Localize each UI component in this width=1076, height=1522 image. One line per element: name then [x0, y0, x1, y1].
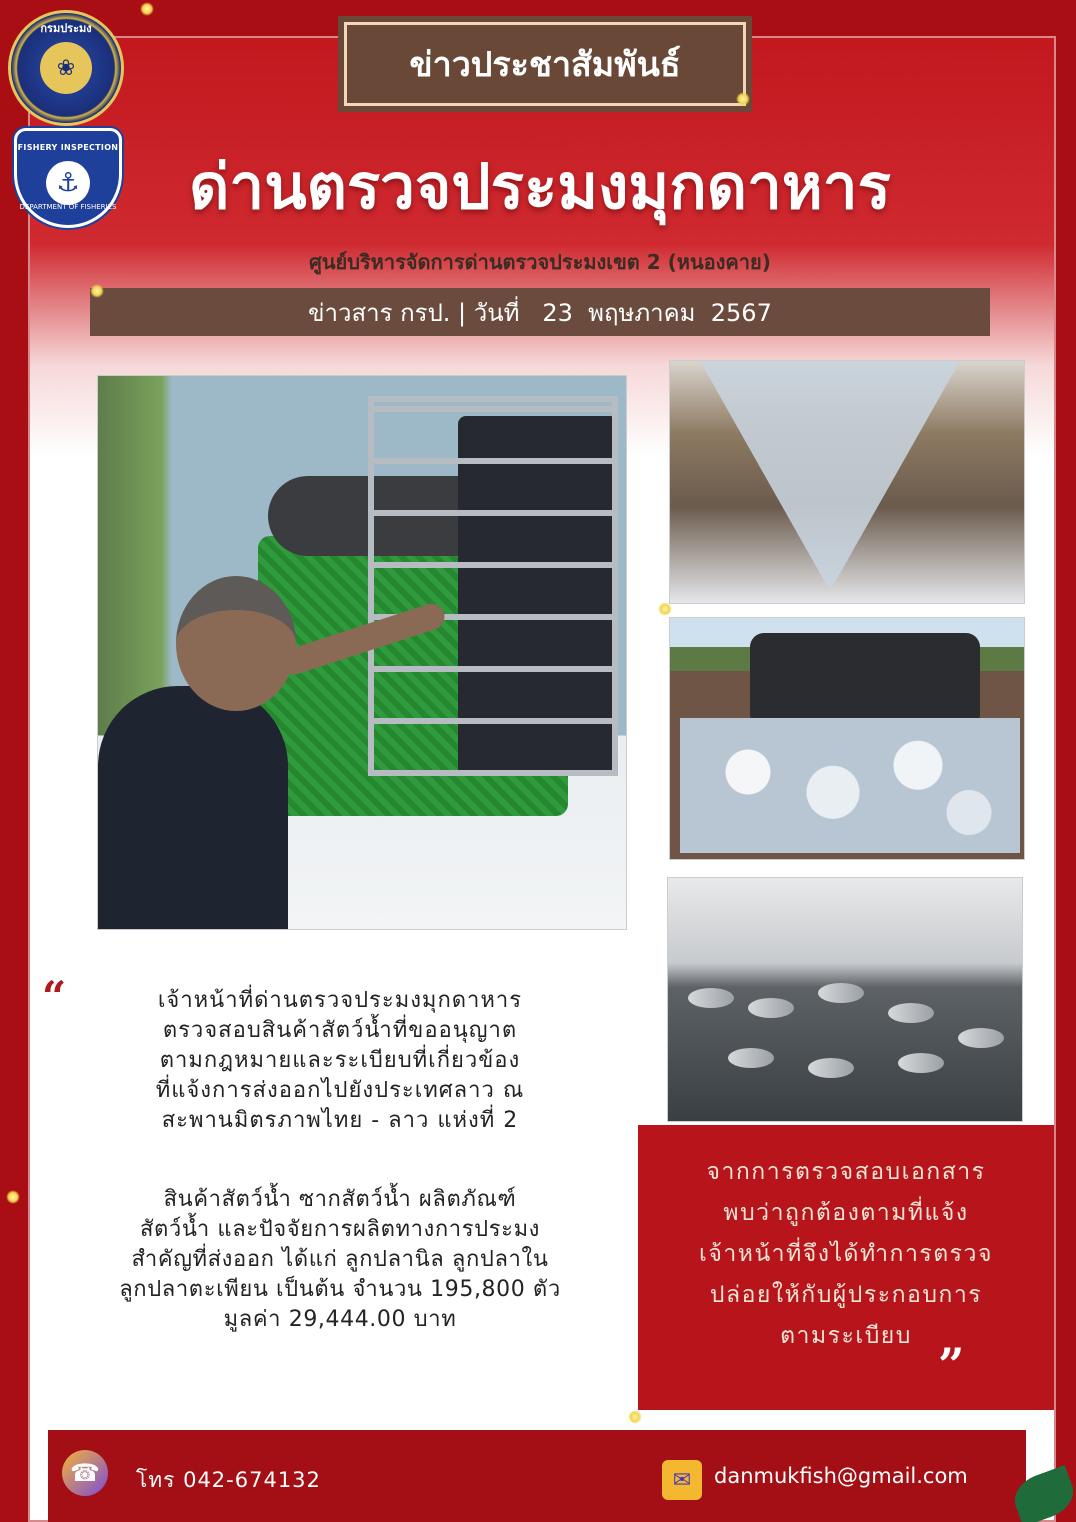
fish [898, 1053, 944, 1073]
paragraph-line: ลูกปลาตะเพียน เป็นต้น จำนวน 195,800 ตัว [119, 1277, 561, 1302]
fish [728, 1048, 774, 1068]
fish [808, 1058, 854, 1078]
paragraph-inspection [60, 986, 620, 1136]
sparkle-decoration [6, 1190, 20, 1204]
anchor-icon: ⚓ [46, 161, 90, 205]
result-line: ตามระเบียบ [780, 1323, 912, 1349]
paragraph-line: ที่แจ้งการส่งออกไปยังประเทศลาว ณ [155, 1078, 525, 1103]
right-frame [1054, 0, 1076, 1522]
paragraph-line: สัตว์น้ำ และปัจจัยการผลิตทางการประมง [139, 1217, 541, 1242]
sparkle-decoration [90, 284, 104, 298]
fish [688, 988, 734, 1008]
paragraph-line: เจ้าหน้าที่ด่านตรวจประมงมุกดาหาร [157, 988, 523, 1013]
result-line: พบว่าถูกต้องตามที่แจ้ง [723, 1200, 969, 1226]
date-line: ข่าวสาร กรป. | วันที่ 23 พฤษภาคม 2567 [308, 298, 772, 327]
paragraph-line: ตรวจสอบสินค้าสัตว์น้ำที่ขออนุญาต [162, 1018, 518, 1043]
result-line: ปล่อยให้กับผู้ประกอบการ [709, 1282, 983, 1308]
date-bar [90, 288, 990, 336]
fish-closeup-photo [667, 877, 1023, 1122]
logo-text: กรมประมง [40, 22, 92, 35]
fish [818, 983, 864, 1003]
close-quote-mark: ” [938, 1338, 965, 1392]
sparkle-decoration [658, 602, 672, 616]
logo-top-text: FISHERY INSPECTION [17, 143, 119, 152]
officer-body [98, 686, 288, 930]
paragraph-line: สินค้าสัตว์น้ำ ซากสัตว์น้ำ ผลิตภัณฑ์ [163, 1187, 517, 1212]
open-quote-mark: “ [42, 972, 67, 1021]
sparkle-decoration [736, 92, 750, 106]
truck-bed-bags-photo [669, 617, 1025, 860]
truck-rack [368, 396, 618, 776]
department-of-fisheries-logo [8, 10, 124, 126]
logo-bottom-text: DEPARTMENT OF FISHERIES [19, 203, 117, 211]
fish-bag-photo [669, 360, 1025, 604]
fish [958, 1028, 1004, 1048]
sparkle-decoration [628, 1410, 642, 1424]
result-text [648, 1152, 1044, 1357]
paragraph-line: ตามกฎหมายและระเบียบที่เกี่ยวข้อง [159, 1048, 521, 1073]
sparkle-decoration [140, 2, 154, 16]
truck-tarp [750, 633, 980, 728]
fish [888, 1003, 934, 1023]
paragraph-line: สะพานมิตรภาพไทย - ลาว แห่งที่ 2 [161, 1108, 519, 1133]
truck-inspection-photo [97, 375, 627, 930]
result-line: จากการตรวจสอบเอกสาร [706, 1159, 986, 1185]
paragraph-line: มูลค่า 29,444.00 บาท [223, 1307, 457, 1332]
emblem-icon: ❀ [40, 42, 92, 94]
phone-icon: ☎ [62, 1450, 108, 1496]
paragraph-goods [60, 1185, 620, 1335]
page-subtitle: ศูนย์บริหารจัดการด่านตรวจประมงเขต 2 (หนองคาย) [309, 250, 771, 274]
mail-icon: ✉ [662, 1460, 702, 1500]
left-frame [0, 0, 28, 1522]
page-title: ด่านตรวจประมงมุกดาหาร [189, 150, 891, 223]
result-line: เจ้าหน้าที่จึงได้ทำการตรวจ [699, 1241, 993, 1267]
phone-number[interactable]: โทร 042-674132 [136, 1468, 321, 1492]
banner-label: ข่าวประชาสัมพันธ์ [409, 45, 681, 85]
paragraph-line: สำคัญที่ส่งออก ได้แก่ ลูกปลานิล ลูกปลาใน [131, 1247, 549, 1272]
fish-bags [680, 718, 1020, 853]
email-address[interactable]: danmukfish@gmail.com [714, 1464, 968, 1488]
news-banner [344, 22, 746, 106]
fish-bag [700, 361, 960, 591]
officer-head [176, 576, 296, 711]
fish [748, 998, 794, 1018]
